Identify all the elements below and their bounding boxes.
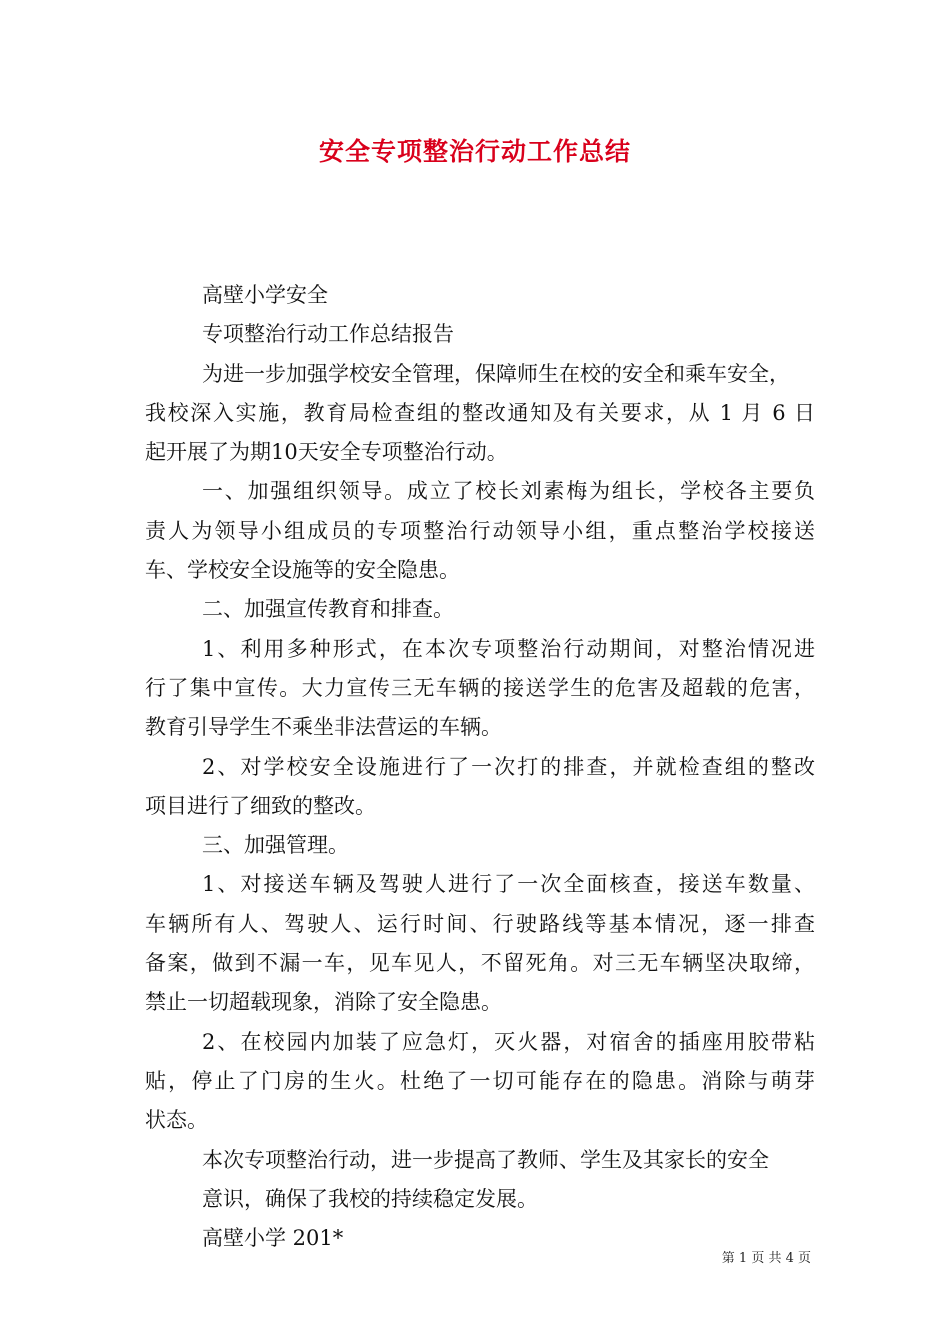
paragraph [145, 748, 815, 827]
text-line: 状态。 [145, 1108, 208, 1133]
text-line: 二、加强宣传教育和排查。 [202, 597, 454, 622]
text-line: 责人为领导小组成员的专项整治行动领导小组，重点整治学校接送 [145, 518, 815, 543]
document-body [145, 276, 815, 1258]
text-line: 车、学校安全设施等的安全隐患。 [145, 558, 460, 583]
text-line: 一、加强组织领导。成立了校长刘素梅为组长，学校各主要负 [202, 479, 815, 504]
text-line: 我校深入实施，教育局检查组的整改通知及有关要求，从 1 月 6 日 [145, 400, 815, 425]
paragraph [145, 276, 815, 315]
text-line: 教育引导学生不乘坐非法营运的车辆。 [145, 715, 502, 740]
text-line: 车辆所有人、驾驶人、运行时间、行驶路线等基本情况，逐一排查 [145, 911, 815, 936]
text-line: 高壁小学 201* [202, 1226, 344, 1251]
text-line: 1、对接送车辆及驾驶人进行了一次全面核查，接送车数量、 [202, 872, 815, 897]
document-title: 安全专项整治行动工作总结 [318, 137, 631, 166]
text-line: 三、加强管理。 [202, 833, 349, 858]
text-line: 1、利用多种形式，在本次专项整治行动期间，对整治情况进 [202, 636, 815, 661]
text-line: 本次专项整治行动，进一步提高了教师、学生及其家长的安全 [202, 1147, 769, 1172]
paragraph [145, 590, 815, 629]
text-line: 贴，停止了门房的生火。杜绝了一切可能存在的隐患。消除与萌芽 [145, 1068, 815, 1093]
paragraph [145, 1219, 815, 1258]
text-line: 为进一步加强学校安全管理，保障师生在校的安全和乘车安全， [202, 361, 790, 386]
text-line: 起开展了为期10天安全专项整治行动。 [145, 440, 508, 465]
text-line: 行了集中宣传。大力宣传三无车辆的接送学生的危害及超载的危害， [145, 675, 815, 700]
text-line: 备案，做到不漏一车，见车见人，不留死角。对三无车辆坚决取缔， [145, 951, 815, 976]
text-line: 2、在校园内加装了应急灯，灭火器，对宿舍的插座用胶带粘 [202, 1029, 815, 1054]
paragraph [145, 1023, 815, 1141]
text-line: 禁止一切超载现象，消除了安全隐患。 [145, 990, 502, 1015]
paragraph [145, 472, 815, 590]
text-line: 2、对学校安全设施进行了一次打的排查，并就检查组的整改 [202, 754, 815, 779]
text-line: 高壁小学安全 [202, 283, 328, 307]
paragraph [145, 630, 815, 748]
paragraph [145, 355, 815, 473]
paragraph [145, 315, 815, 354]
paragraph [145, 826, 815, 865]
paragraph [145, 865, 815, 1022]
text-line: 意识，确保了我校的持续稳定发展。 [202, 1186, 538, 1211]
page-number: 第 1 页 共 4 页 [721, 1251, 811, 1266]
text-line: 项目进行了细致的整改。 [145, 793, 376, 818]
paragraph [145, 1141, 815, 1220]
text-line: 专项整治行动工作总结报告 [202, 322, 454, 347]
